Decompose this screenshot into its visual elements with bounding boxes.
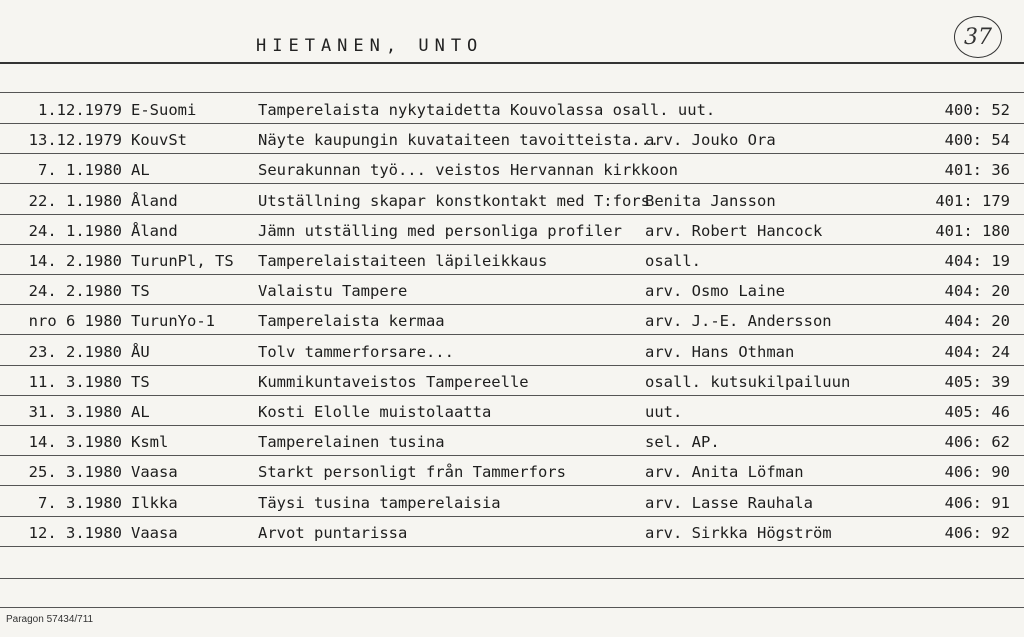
entry-note: arv. Lasse Rauhala: [645, 493, 813, 512]
row-rule: [0, 334, 1024, 335]
entry-source: TS: [131, 372, 150, 391]
entry-source: Ilkka: [131, 493, 178, 512]
entry-row: [0, 216, 1024, 246]
entry-title: Valaistu Tampere: [258, 282, 408, 301]
entry-ref: 406: 90: [944, 463, 1010, 482]
header-rule-2: [0, 92, 1024, 93]
entry-title: Arvot puntarissa: [258, 523, 408, 542]
entry-ref: 401: 180: [935, 221, 1010, 240]
entry-date: nro 6 1980: [28, 312, 122, 331]
entry-row: [0, 276, 1024, 306]
row-rule: [0, 516, 1024, 517]
entry-note: uut.: [645, 403, 683, 421]
row-rule: [0, 214, 1024, 215]
entry-row: [0, 427, 1024, 457]
entry-note: arv. Robert Hancock: [645, 221, 823, 240]
entry-note: arv. Jouko Ora: [645, 131, 776, 150]
entry-date: 23. 2.1980: [28, 342, 122, 361]
entry-title: Tamperelaista nykytaidetta Kouvolassa osall. uut.: [258, 101, 716, 119]
entry-note: arv. Hans Othman: [645, 342, 795, 361]
entry-title: Jämn utställing med personliga profiler: [258, 221, 622, 240]
entry-row: [0, 155, 1024, 185]
card-title: HIETANEN, UNTO: [256, 36, 484, 56]
entry-note: sel. AP.: [645, 433, 720, 452]
header-rule: [0, 62, 1024, 64]
row-rule: [0, 274, 1024, 275]
entry-title: Starkt personligt från Tammerfors: [258, 463, 566, 482]
entry-ref: 401: 36: [944, 161, 1010, 180]
entry-date: 7. 1.1980: [38, 161, 122, 180]
entry-source: Ksml: [131, 433, 169, 452]
entry-title: Kummikuntaveistos Tampereelle: [258, 372, 529, 391]
bottom-rule-2: [0, 607, 1024, 608]
entry-date: 14. 2.1980: [28, 252, 122, 270]
row-rule: [0, 546, 1024, 547]
entry-source: TurunPl, TS: [131, 252, 234, 270]
entry-title: Kosti Elolle muistolaatta: [258, 403, 492, 421]
entry-row: [0, 397, 1024, 427]
entry-note: osall. kutsukilpailuun: [645, 372, 851, 391]
entry-date: 12. 3.1980: [28, 523, 122, 542]
row-rule: [0, 485, 1024, 486]
entry-date: 13.12.1979: [28, 131, 122, 150]
entry-date: 24. 2.1980: [28, 282, 122, 301]
entry-date: 1.12.1979: [38, 101, 122, 119]
entry-title: Seurakunnan työ... veistos Hervannan kirkkoon: [258, 161, 678, 180]
entry-row: [0, 246, 1024, 276]
row-rule: [0, 244, 1024, 245]
entry-date: 31. 3.1980: [28, 403, 122, 421]
entry-ref: 406: 62: [944, 433, 1010, 452]
entry-source: AL: [131, 403, 150, 421]
entry-source: E-Suomi: [131, 101, 197, 119]
entry-source: Vaasa: [131, 523, 178, 542]
entry-date: 25. 3.1980: [28, 463, 122, 482]
entry-ref: 404: 20: [944, 282, 1010, 301]
entry-title: Tamperelaista kermaa: [258, 312, 445, 331]
entry-row: [0, 337, 1024, 367]
entry-source: Åland: [131, 221, 178, 240]
entry-title: Tamperelaistaiteen läpileikkaus: [258, 252, 548, 270]
entry-title: Utställning skapar konstkontakt med T:fors: [258, 191, 650, 210]
entry-date: 22. 1.1980: [28, 191, 122, 210]
row-rule: [0, 123, 1024, 124]
printer-mark: Paragon 57434/711: [6, 614, 94, 625]
entry-note: osall.: [645, 252, 701, 270]
entry-title: Täysi tusina tamperelaisia: [258, 493, 501, 512]
entry-title: Näyte kaupungin kuvataiteen tavoitteista...: [258, 131, 660, 150]
entry-source: ÅU: [131, 342, 150, 361]
entry-ref: 406: 91: [944, 493, 1010, 512]
row-rule: [0, 183, 1024, 184]
entry-ref: 405: 46: [944, 403, 1010, 421]
entry-row: [0, 457, 1024, 487]
entry-row: [0, 488, 1024, 518]
entry-source: TurunYo-1: [131, 312, 215, 331]
entry-ref: 405: 39: [944, 372, 1010, 391]
row-rule: [0, 425, 1024, 426]
entry-date: 14. 3.1980: [28, 433, 122, 452]
row-rule: [0, 153, 1024, 154]
entry-ref: 400: 54: [944, 131, 1010, 150]
row-rule: [0, 365, 1024, 366]
bottom-rule: [0, 578, 1024, 579]
entry-source: Åland: [131, 191, 178, 210]
entry-source: Vaasa: [131, 463, 178, 482]
entry-row: [0, 125, 1024, 155]
entry-source: KouvSt: [131, 131, 187, 150]
entry-row: [0, 306, 1024, 336]
entry-note: Benita Jansson: [645, 191, 776, 210]
entry-note: arv. J.-E. Andersson: [645, 312, 832, 331]
entry-note: arv. Osmo Laine: [645, 282, 785, 301]
entry-title: Tamperelainen tusina: [258, 433, 445, 452]
entry-note: arv. Anita Löfman: [645, 463, 804, 482]
entry-source: TS: [131, 282, 150, 301]
entry-row: [0, 95, 1024, 125]
card-number-stamp: 37: [954, 16, 1002, 58]
entry-ref: 401: 179: [935, 191, 1010, 210]
entry-row: [0, 518, 1024, 548]
entry-ref: 404: 24: [944, 342, 1010, 361]
entry-ref: 406: 92: [944, 523, 1010, 542]
entry-date: 11. 3.1980: [28, 372, 122, 391]
entry-date: 24. 1.1980: [28, 221, 122, 240]
entry-title: Tolv tammerforsare...: [258, 342, 454, 361]
entry-date: 7. 3.1980: [38, 493, 122, 512]
row-rule: [0, 304, 1024, 305]
entry-source: AL: [131, 161, 150, 180]
entry-note: arv. Sirkka Högström: [645, 523, 832, 542]
entry-ref: 404: 20: [944, 312, 1010, 331]
entry-ref: 400: 52: [944, 101, 1010, 119]
row-rule: [0, 455, 1024, 456]
row-rule: [0, 395, 1024, 396]
entry-ref: 404: 19: [944, 252, 1010, 270]
entry-row: [0, 367, 1024, 397]
entry-row: [0, 186, 1024, 216]
